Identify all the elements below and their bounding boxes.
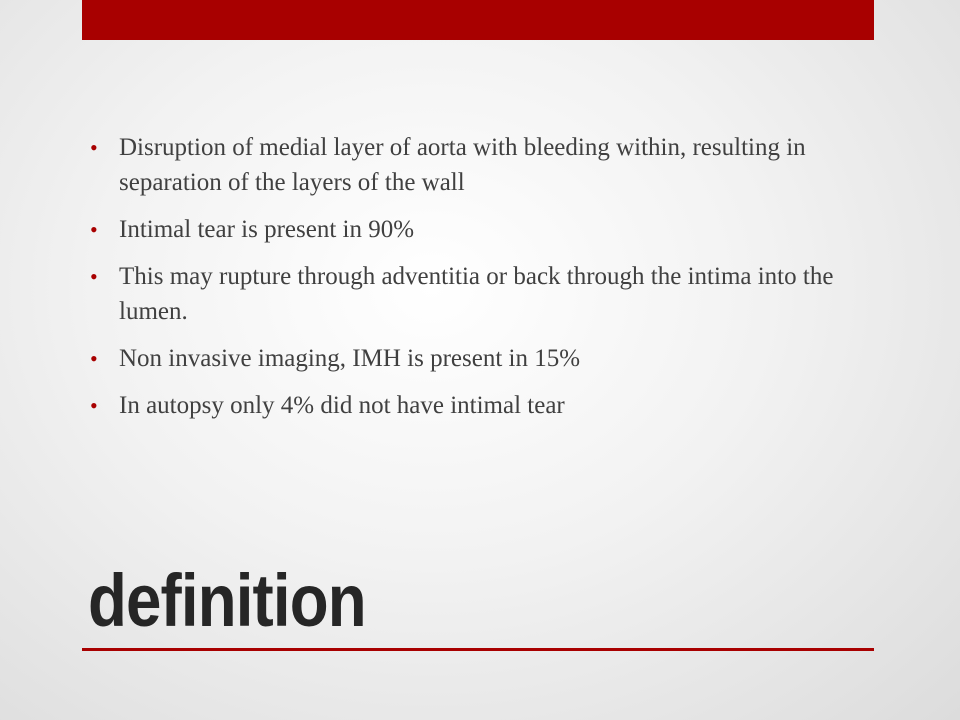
top-accent-bar [82,0,874,40]
bullet-item [90,341,860,376]
bullet-marker: • [90,346,98,371]
bullet-text: Intimal tear is present in 90% [119,216,415,243]
bullet-list [90,130,860,435]
bullet-item [90,388,860,423]
bullet-text: This may rupture through adventitia or back through the intima into the lumen. [119,263,834,325]
bullet-text: In autopsy only 4% did not have intimal tear [119,392,565,419]
bullet-marker: • [90,393,98,418]
bullet-item [90,130,860,200]
bullet-marker: • [90,264,98,289]
title-underline [82,648,874,651]
bullet-item [90,259,860,329]
bullet-marker: • [90,135,98,160]
bullet-text: Disruption of medial layer of aorta with bleeding within, resulting in separation of the layers of the wall [119,134,806,196]
bullet-text: Non invasive imaging, IMH is present in 15% [119,345,581,372]
slide-title: definition [88,559,366,642]
bullet-marker: • [90,217,98,242]
bullet-item [90,212,860,247]
